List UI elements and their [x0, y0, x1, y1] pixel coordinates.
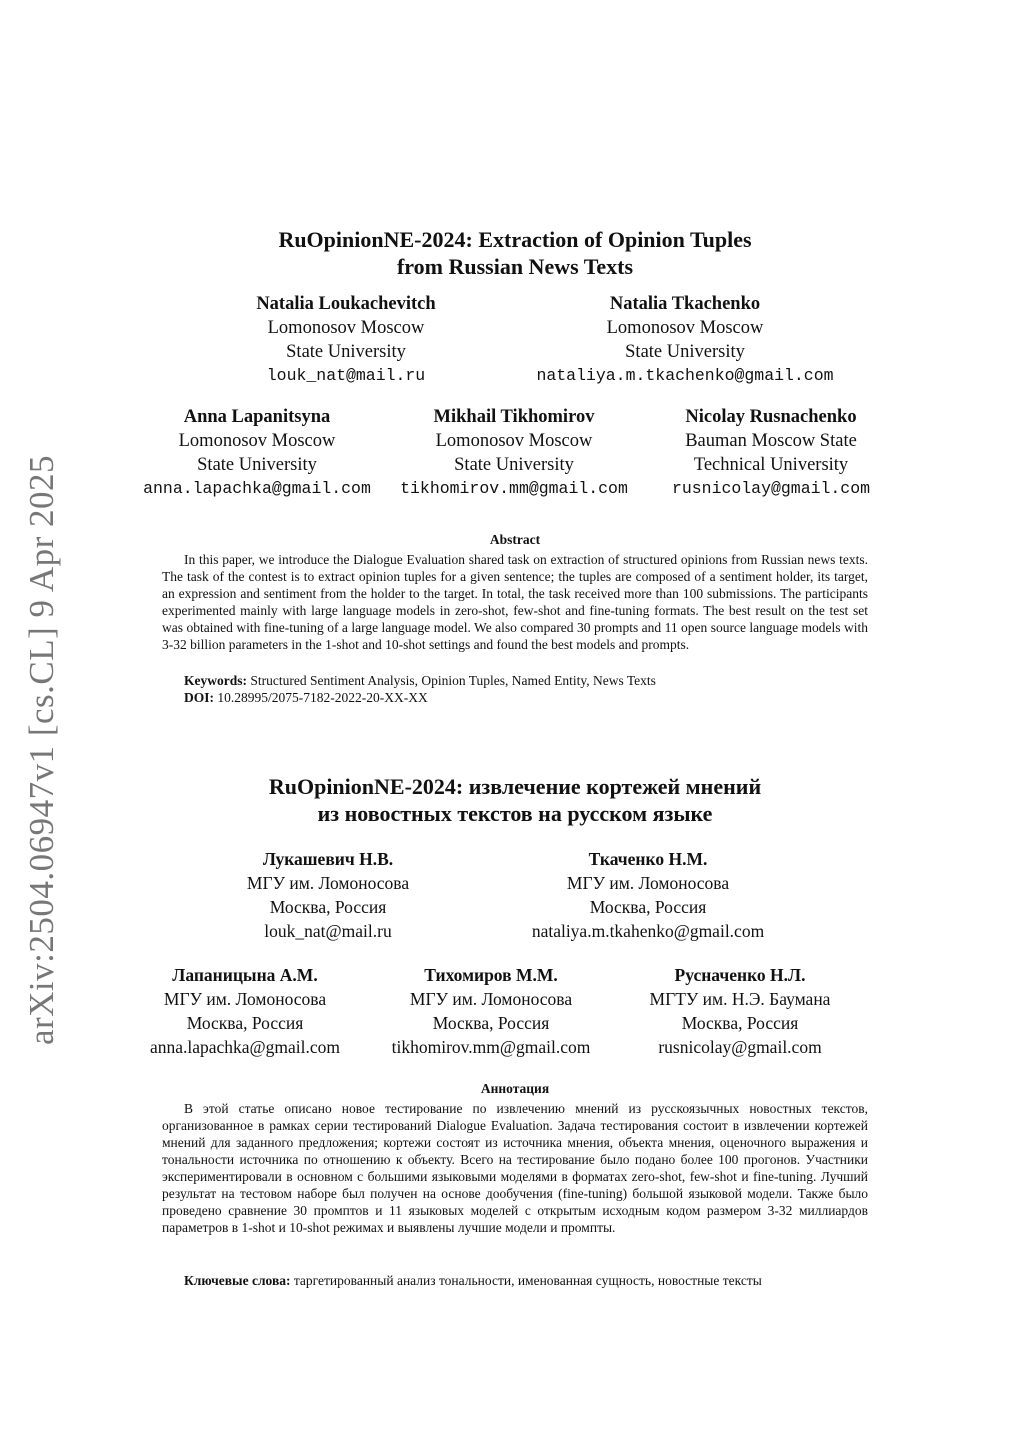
author-email[interactable]: anna.lapachka@gmail.com [149, 1037, 341, 1057]
doi-text: 10.28995/2075-7182-2022-20-XX-XX [217, 690, 428, 705]
author-affiliation: Москва, Россия [589, 897, 707, 917]
author-affiliation: МГУ им. Ломоносова [566, 873, 730, 893]
author-name: Лукашевич Н.В. [262, 849, 394, 869]
keywords-line [162, 1272, 868, 1289]
author-name: Mikhail Tikhomirov [433, 407, 595, 427]
author-affiliation: МГУ им. Ломоносова [409, 989, 573, 1009]
author-affiliation: Москва, Россия [432, 1013, 550, 1033]
author-block [376, 963, 606, 1059]
author-name: Nicolay Rusnachenko [685, 407, 857, 427]
arxiv-sidebar [12, 454, 72, 1046]
author-affiliation: МГУ им. Ломоносова [246, 873, 410, 893]
author-name: Anna Lapanitsyna [183, 407, 331, 427]
author-email[interactable]: tikhomirov.mm@gmail.com [391, 1037, 591, 1057]
title-line-1: RuOpinionNE-2024: Extraction of Opinion Tuples [278, 227, 752, 252]
author-affiliation: Lomonosov Moscow [267, 318, 425, 338]
keywords-text: таргетированный анализ тональности, именованная сущность, новостные тексты [293, 1273, 762, 1288]
paper-title-en [200, 226, 830, 280]
author-affiliation: State University [197, 455, 317, 475]
author-affiliation: State University [286, 342, 406, 362]
keywords-label: Ключевые слова: [184, 1273, 291, 1288]
title-line-2: from Russian News Texts [396, 254, 634, 279]
author-affiliation: Bauman Moscow State [685, 431, 857, 451]
author-name: Русначенко Н.Л. [674, 965, 806, 985]
author-block [628, 963, 852, 1059]
keywords-text: Structured Sentiment Analysis, Opinion Tuples, Named Entity, News Texts [250, 673, 656, 688]
author-email[interactable]: louk_nat@mail.ru [266, 366, 426, 385]
author-affiliation: Москва, Россия [681, 1013, 799, 1033]
author-email[interactable]: nataliya.m.tkachenko@gmail.com [536, 366, 834, 385]
paper-title-ru [200, 773, 830, 827]
author-email[interactable]: louk_nat@mail.ru [264, 921, 392, 941]
author-affiliation: Lomonosov Moscow [435, 431, 593, 451]
author-affiliation: Москва, Россия [269, 897, 387, 917]
author-name: Лапаницына А.М. [172, 965, 318, 985]
abstract-heading: Аннотация [480, 1081, 550, 1096]
author-name: Natalia Tkachenko [609, 294, 761, 314]
abstract-text: In this paper, we introduce the Dialogue Evaluation shared task on extraction of structured opinions from Russian news texts. The task of the contest is to extract opinion tuples for a given sentence; the tuples are composed of a sentiment holder, its target, an expression and sentiment from the holder to the target. In total, the task received more than 100 submissions. The participants experimented mainly with large language models in zero-shot, few-shot and fine-tuning formats. The best result on the test set was obtained with fine-tuning of a large language model. We also compared 30 prompts and 11 open source language models with 3-32 billion parameters in the 1-shot and 10-shot settings and found the best models and prompts. [162, 552, 868, 652]
keywords-label: Keywords: [184, 673, 247, 688]
abstract-text: В этой статье описано новое тестирование по извлечению мнений из русскоязычных новостных текстов, организованное в рамках серии тестирований Dialogue Evaluation. Задача тестирования состоит в извлечении кортежей мнений для заданного предложения; кортежи состоят из источника мнения, объекта мнения, оценочного выражения и тональности источника по отношению к объекту. Всего на тестирование было подано более 100 прогонов. Участники экспериментировали в основном с большими языковыми моделями в форматах zero-shot, few-shot и fine-tuning. Лучший результат на тестовом наборе был получен на основе дообучения (fine-tuning) большой языковой модели. Также было проведено сравнение 30 промптов и 11 языковых моделей с открытым исходным кодом размером 3-32 миллиардов параметров в 1-shot и 10-shot режимах и выявлены лучшие модели и промпты. [162, 1101, 868, 1235]
author-block [249, 292, 443, 388]
author-block [514, 847, 782, 943]
author-block [136, 963, 354, 1059]
author-affiliation: Lomonosov Moscow [178, 431, 336, 451]
title-line-1: RuOpinionNE-2024: извлечение кортежей мнений [268, 774, 762, 799]
author-name: Natalia Loukachevitch [256, 294, 436, 314]
doi-line [184, 689, 868, 706]
author-email[interactable]: rusnicolay@gmail.com [671, 479, 871, 498]
author-affiliation: State University [454, 455, 574, 475]
author-block [526, 292, 844, 388]
title-line-2: из новостных текстов на русском языке [317, 801, 713, 826]
author-block [134, 405, 380, 501]
author-email[interactable]: rusnicolay@gmail.com [658, 1037, 822, 1057]
keywords-line [184, 672, 868, 689]
author-affiliation: Lomonosov Moscow [606, 318, 764, 338]
author-block [230, 847, 426, 943]
author-affiliation: State University [625, 342, 745, 362]
author-block [664, 405, 878, 501]
author-name: Ткаченко Н.М. [588, 849, 708, 869]
abstract-heading: Abstract [489, 532, 541, 547]
author-name: Тихомиров М.М. [424, 965, 558, 985]
author-affiliation: МГТУ им. Н.Э. Баумана [649, 989, 831, 1009]
author-affiliation: Москва, Россия [186, 1013, 304, 1033]
doi-label: DOI: [184, 690, 214, 705]
author-block [390, 405, 638, 501]
author-affiliation: Technical University [693, 455, 849, 475]
author-affiliation: МГУ им. Ломоносова [163, 989, 327, 1009]
arxiv-identifier: arXiv:2504.06947v1 [cs.CL] 9 Apr 2025 [22, 454, 61, 1046]
author-email[interactable]: nataliya.m.tkahenko@gmail.com [531, 921, 765, 941]
author-email[interactable]: tikhomirov.mm@gmail.com [400, 479, 628, 498]
author-email[interactable]: anna.lapachka@gmail.com [143, 479, 371, 498]
